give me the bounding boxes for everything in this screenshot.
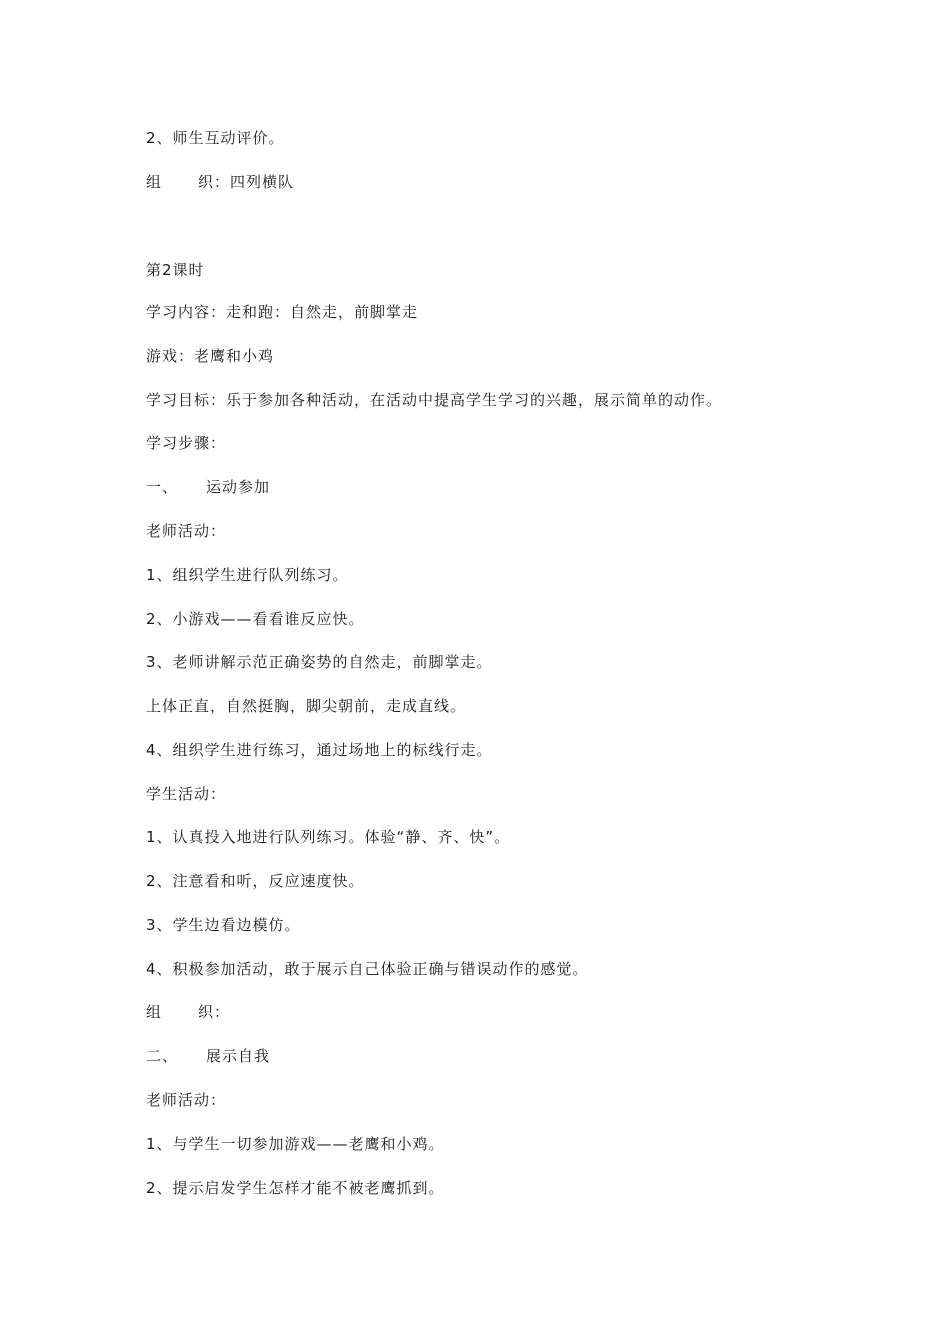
text: 学习内容：走和跑：自然走，前脚掌走 xyxy=(146,303,419,321)
text: 组 xyxy=(146,173,163,191)
text: 学生活动： xyxy=(146,785,227,803)
text-line xyxy=(146,302,418,322)
text: 学习目标：乐于参加各种活动，在活动中提高学生学习的兴趣，展示简单的动作。 xyxy=(146,391,723,409)
text: 学习步骤： xyxy=(146,434,227,452)
text-line xyxy=(146,390,722,410)
text-line xyxy=(146,1178,445,1198)
text: 2、小游戏——看看谁反应快。 xyxy=(146,610,365,628)
section-heading xyxy=(146,477,270,497)
text: 运动参加 xyxy=(206,478,271,496)
text-line xyxy=(146,696,466,716)
text: 上体正直，自然挺胸，脚尖朝前，走成直线。 xyxy=(146,697,467,715)
text-line xyxy=(146,565,349,585)
text: 织： xyxy=(198,1003,231,1021)
text: 第2课时 xyxy=(146,261,205,279)
text: 1、组织学生进行队列练习。 xyxy=(146,566,349,584)
text-line xyxy=(146,1134,445,1154)
text-line xyxy=(146,1090,226,1110)
text: 3、老师讲解示范正确姿势的自然走，前脚掌走。 xyxy=(146,653,493,671)
text-line xyxy=(146,521,226,541)
text: 老师活动： xyxy=(146,1091,227,1109)
text: 一、 xyxy=(146,478,179,496)
text: 1、与学生一切参加游戏——老鹰和小鸡。 xyxy=(146,1135,445,1153)
text: 3、学生边看边模仿。 xyxy=(146,916,301,934)
lesson-heading xyxy=(146,260,205,280)
text: 游戏：老鹰和小鸡 xyxy=(146,347,275,365)
text: 4、积极参加活动，敢于展示自己体验正确与错误动作的感觉。 xyxy=(146,960,589,978)
text: 展示自我 xyxy=(206,1047,271,1065)
text: 老师活动： xyxy=(146,522,227,540)
text: 1、认真投入地进行队列练习。体验“静、齐、快”。 xyxy=(146,828,511,846)
text-line xyxy=(146,433,226,453)
organization-line xyxy=(146,172,294,192)
text: 织：四列横队 xyxy=(198,173,295,191)
text-line xyxy=(146,740,493,760)
text-line xyxy=(146,609,365,629)
text: 4、组织学生进行练习，通过场地上的标线行走。 xyxy=(146,741,493,759)
text-line xyxy=(146,959,589,979)
text-line xyxy=(146,871,365,891)
organization-line xyxy=(146,1002,230,1022)
section-heading xyxy=(146,1046,270,1066)
text-line xyxy=(146,652,493,672)
text-line xyxy=(146,784,226,804)
text: 2、师生互动评价。 xyxy=(146,129,285,147)
text-line xyxy=(146,128,285,148)
text: 2、注意看和听，反应速度快。 xyxy=(146,872,365,890)
text: 2、提示启发学生怎样才能不被老鹰抓到。 xyxy=(146,1179,445,1197)
text-line xyxy=(146,827,510,847)
text-line xyxy=(146,915,301,935)
text: 组 xyxy=(146,1003,163,1021)
text: 二、 xyxy=(146,1047,179,1065)
text-line xyxy=(146,346,274,366)
